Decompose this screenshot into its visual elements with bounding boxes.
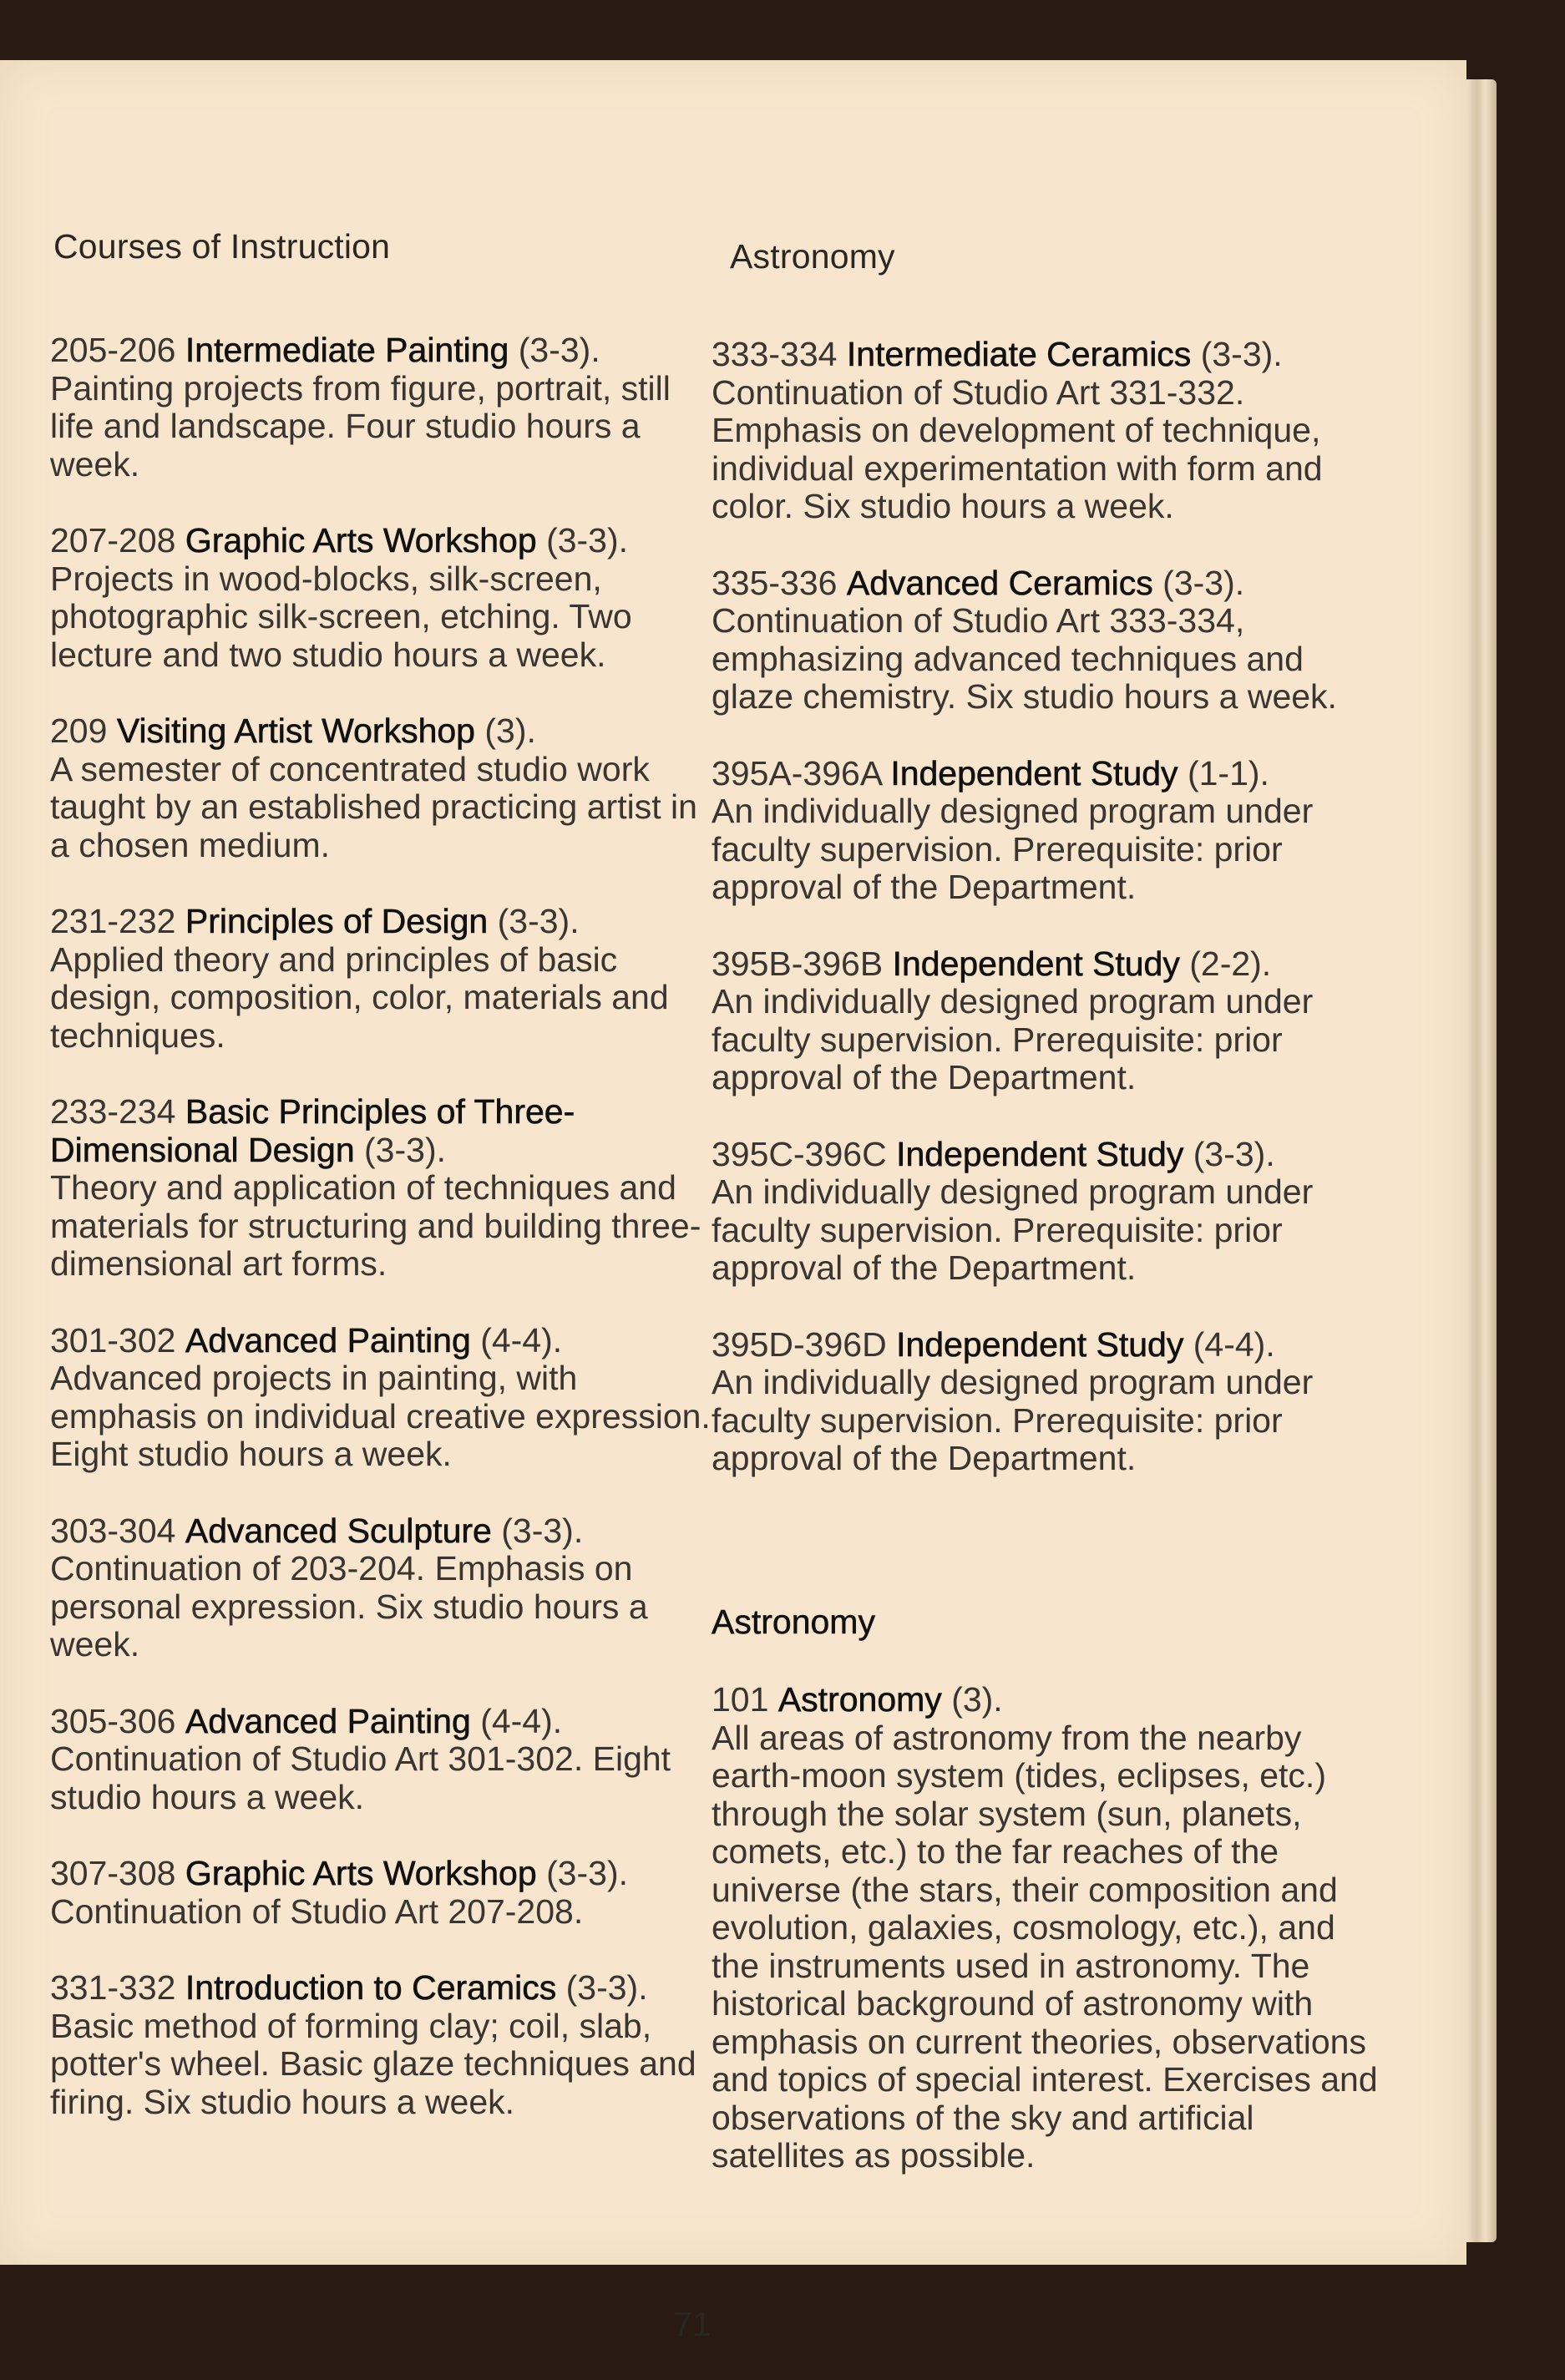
catalog-page bbox=[0, 60, 1466, 2343]
course-title: Visiting Artist Workshop bbox=[116, 711, 475, 750]
course-entry bbox=[50, 1969, 718, 2121]
course-heading bbox=[712, 336, 1380, 374]
course-description: Continuation of 203-204. Emphasis on personal expression. Six studio hours a week. bbox=[50, 1549, 648, 1663]
course-description: Applied theory and principles of basic design, composition, color, materials and techniques. bbox=[50, 939, 669, 1055]
course-description: Continuation of Studio Art 333-334, emphasizing advanced techniques and glaze chemistry. Six studio hours a week. bbox=[712, 601, 1337, 716]
course-heading bbox=[712, 1326, 1380, 1365]
astronomy-course-list bbox=[712, 1681, 1380, 2175]
course-credits: (3). bbox=[484, 711, 536, 750]
course-description: Projects in wood-blocks, silk-screen, photographic silk-screen, etching. Two lecture and two studio hours a week. bbox=[50, 559, 632, 674]
course-code: 395B-396B bbox=[712, 944, 884, 983]
course-credits: (4-4). bbox=[480, 1701, 563, 1740]
course-code: 395C-396C bbox=[712, 1134, 887, 1173]
left-column bbox=[50, 332, 718, 2160]
course-heading bbox=[50, 1512, 718, 1551]
course-heading bbox=[712, 945, 1380, 984]
course-entry bbox=[712, 1326, 1380, 1478]
course-description: An individually designed program under faculty supervision. Prerequisite: prior approval of the Department. bbox=[712, 1172, 1314, 1287]
course-heading bbox=[50, 1322, 718, 1360]
course-entry bbox=[712, 336, 1380, 526]
course-description: Continuation of Studio Art 301-302. Eight studio hours a week. bbox=[50, 1739, 671, 1816]
course-description: Continuation of Studio Art 331-332. Emphasis on development of technique, individual experimentation with form and color. Six studio hours a week. bbox=[712, 372, 1323, 525]
course-code: 101 bbox=[712, 1680, 769, 1719]
course-credits: (3-3). bbox=[518, 331, 600, 369]
course-code: 395A-396A bbox=[712, 753, 881, 792]
course-credits: (3-3). bbox=[1193, 1134, 1275, 1173]
course-title: Astronomy bbox=[777, 1680, 942, 1719]
course-entry bbox=[50, 1703, 718, 1817]
course-code: 333-334 bbox=[712, 335, 838, 373]
course-credits: (3). bbox=[951, 1680, 1003, 1719]
course-entry bbox=[712, 1681, 1380, 2175]
page-number: 71 bbox=[673, 2305, 712, 2343]
course-credits: (4-4). bbox=[480, 1320, 563, 1360]
course-code: 305-306 bbox=[50, 1701, 176, 1740]
course-title: Intermediate Ceramics bbox=[846, 335, 1192, 373]
course-heading bbox=[712, 565, 1380, 603]
course-entry bbox=[50, 903, 718, 1055]
course-title: Graphic Arts Workshop bbox=[185, 521, 537, 560]
course-entry bbox=[50, 1093, 718, 1284]
course-heading bbox=[50, 1703, 718, 1741]
course-entry bbox=[50, 332, 718, 484]
course-title: Intermediate Painting bbox=[185, 331, 509, 369]
course-heading bbox=[50, 522, 718, 560]
course-description: An individually designed program under faculty supervision. Prerequisite: prior approval of the Department. bbox=[712, 982, 1314, 1096]
course-code: 301-302 bbox=[50, 1320, 176, 1360]
course-title: Independent Study bbox=[896, 1324, 1184, 1364]
course-code: 307-308 bbox=[50, 1854, 176, 1892]
section-heading-astronomy: Astronomy bbox=[712, 1602, 875, 1641]
course-code: 335-336 bbox=[712, 563, 838, 602]
course-code: 303-304 bbox=[50, 1511, 176, 1550]
course-heading bbox=[50, 332, 718, 370]
course-credits: (3-3). bbox=[1200, 335, 1283, 373]
course-heading bbox=[50, 712, 718, 751]
course-credits: (3-3). bbox=[501, 1511, 584, 1550]
course-heading bbox=[50, 1855, 718, 1893]
course-description: An individually designed program under faculty supervision. Prerequisite: prior approval of the Department. bbox=[712, 1363, 1314, 1477]
course-entry bbox=[712, 945, 1380, 1097]
course-description: Continuation of Studio Art 207-208. bbox=[50, 1891, 584, 1931]
course-title: Graphic Arts Workshop bbox=[185, 1854, 537, 1892]
right-column bbox=[712, 336, 1380, 2214]
course-description: All areas of astronomy from the nearby earth-moon system (tides, eclipses, etc.) through the solar system (sun, planets, comets, etc.) to the far reaches of the universe (the stars, their composition and evolution, galaxies, cosmology, etc.), and the instruments used in astronomy. The historical background of astronomy with emphasis on current theories, observations and topics of special interest. Exercises and observations of the sky and artificial satellites as possible. bbox=[712, 1718, 1378, 2175]
course-title: Basic Principles of Three-Dimensional Design bbox=[50, 1092, 575, 1169]
running-head-right: Astronomy bbox=[730, 237, 895, 276]
course-code: 231-232 bbox=[50, 902, 176, 940]
course-credits: (3-3). bbox=[1162, 563, 1245, 602]
course-credits: (2-2). bbox=[1189, 944, 1272, 983]
course-credits: (3-3). bbox=[546, 1854, 629, 1892]
course-code: 207-208 bbox=[50, 521, 176, 560]
course-title: Advanced Ceramics bbox=[846, 563, 1153, 602]
course-description: Advanced projects in painting, with emphasis on individual creative expression. Eight studio hours a week. bbox=[50, 1359, 711, 1473]
course-description: An individually designed program under faculty supervision. Prerequisite: prior approval of the Department. bbox=[712, 792, 1314, 906]
course-entry bbox=[712, 565, 1380, 717]
course-credits: (3-3). bbox=[364, 1130, 446, 1169]
course-title: Principles of Design bbox=[185, 902, 489, 940]
course-heading bbox=[50, 1969, 718, 2008]
course-heading bbox=[50, 903, 718, 941]
course-title: Introduction to Ceramics bbox=[185, 1968, 557, 2007]
course-code: 233-234 bbox=[50, 1092, 176, 1131]
course-credits: (3-3). bbox=[565, 1968, 648, 2007]
course-entry bbox=[50, 1512, 718, 1664]
course-code: 331-332 bbox=[50, 1968, 176, 2007]
course-heading bbox=[712, 1136, 1380, 1174]
course-credits: (3-3). bbox=[546, 521, 629, 560]
course-heading bbox=[50, 1093, 718, 1169]
course-description: A semester of concentrated studio work taught by an established practicing artist in a chosen medium. bbox=[50, 749, 697, 864]
course-title: Independent Study bbox=[896, 1134, 1184, 1173]
course-title: Independent Study bbox=[890, 753, 1178, 792]
course-description: Basic method of forming clay; coil, slab, potter's wheel. Basic glaze techniques and firing. Six studio hours a week. bbox=[50, 2006, 696, 2121]
course-heading bbox=[712, 755, 1380, 793]
course-entry bbox=[50, 1322, 718, 1474]
course-description: Painting projects from figure, portrait, still life and landscape. Four studio hours a week. bbox=[50, 368, 671, 484]
course-heading bbox=[712, 1681, 1380, 1719]
course-title: Advanced Sculpture bbox=[185, 1511, 492, 1550]
course-entry bbox=[50, 1855, 718, 1931]
course-code: 395D-396D bbox=[712, 1324, 887, 1364]
course-description: Theory and application of techniques and materials for structuring and building three-dimensional art forms. bbox=[50, 1168, 701, 1283]
course-code: 209 bbox=[50, 711, 108, 750]
course-entry bbox=[712, 1136, 1380, 1288]
course-title: Advanced Painting bbox=[185, 1701, 471, 1740]
course-title: Advanced Painting bbox=[185, 1320, 471, 1360]
running-head-left: Courses of Instruction bbox=[53, 227, 391, 266]
course-entry bbox=[712, 755, 1380, 907]
course-entry bbox=[50, 712, 718, 864]
course-code: 205-206 bbox=[50, 331, 176, 369]
course-entry bbox=[50, 522, 718, 674]
course-credits: (1-1). bbox=[1187, 753, 1269, 792]
right-course-list bbox=[712, 336, 1380, 1478]
course-title: Independent Study bbox=[892, 944, 1180, 983]
course-credits: (3-3). bbox=[497, 902, 580, 940]
course-credits: (4-4). bbox=[1193, 1324, 1275, 1364]
